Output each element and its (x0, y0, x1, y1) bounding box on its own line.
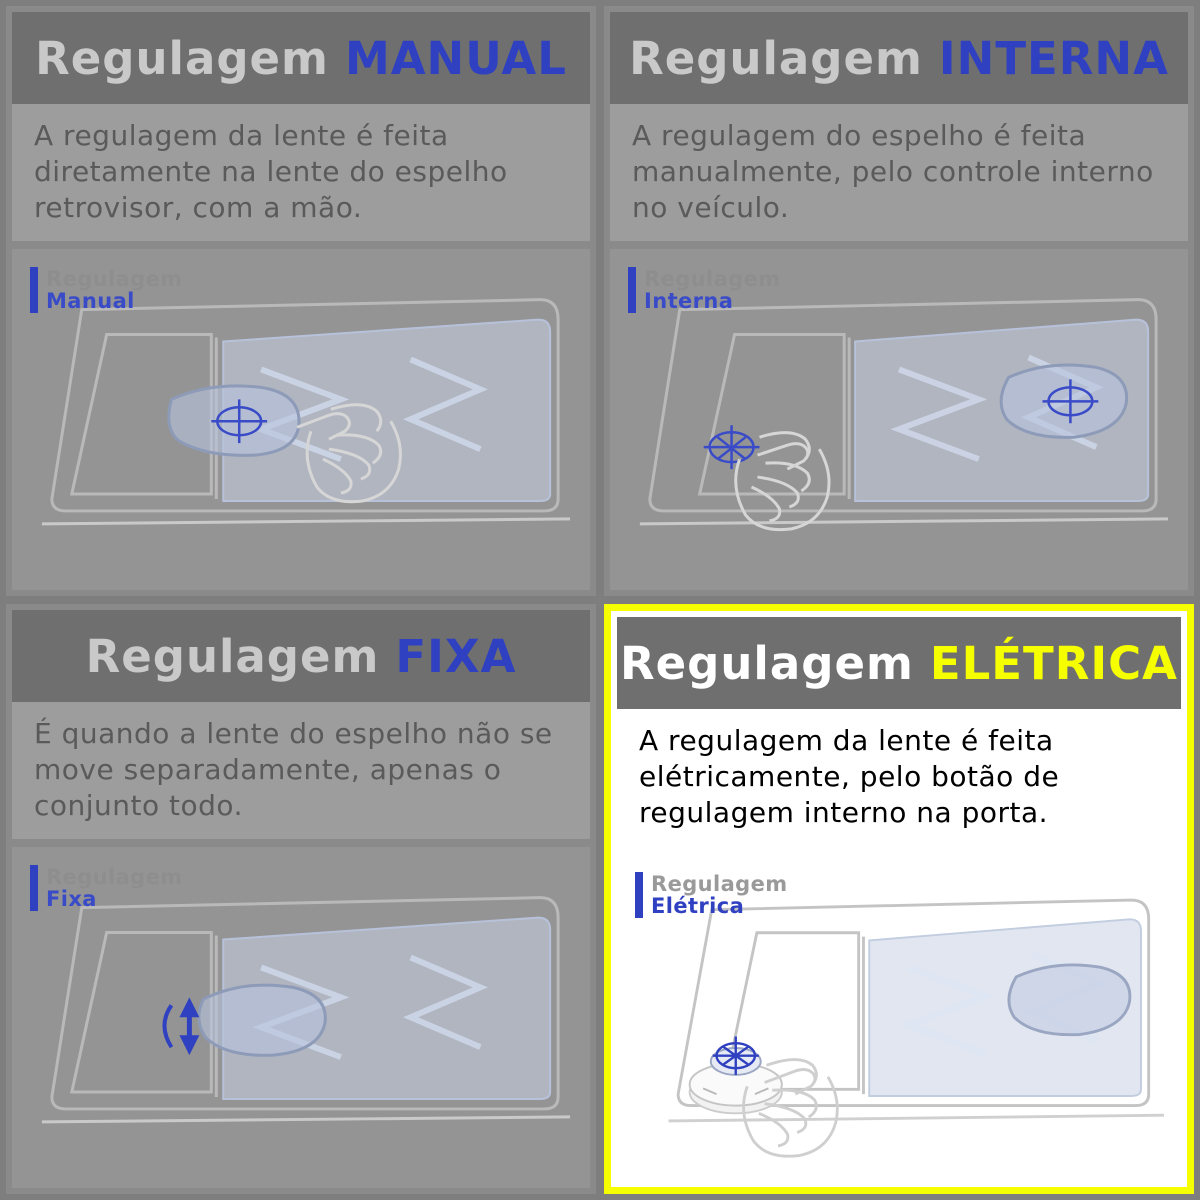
badge-bar-icon (628, 267, 636, 313)
panel-eletrica-illustration (617, 854, 1181, 1181)
badge-bar-icon (30, 267, 38, 313)
panel-manual-illustration (12, 249, 590, 590)
panel-manual-title (12, 12, 590, 104)
badge-eletrica (635, 872, 788, 918)
up-down-arrows-icon (164, 998, 199, 1056)
title-word-type: FIXA (395, 629, 517, 683)
panel-fixa-description: É quando a lente do espelho não se move separadamente, apenas o conjunto todo. (12, 702, 590, 839)
panel-fixa (6, 604, 596, 1194)
badge-bar-icon (30, 865, 38, 911)
panel-eletrica (604, 604, 1194, 1194)
title-word-regulagem: Regulagem (35, 31, 329, 85)
panel-eletrica-title (617, 617, 1181, 709)
panel-fixa-illustration (12, 847, 590, 1188)
title-word-regulagem: Regulagem (620, 636, 914, 690)
panel-eletrica-description: A regulagem da lente é feita elétricamente, pelo botão de regulagem interno na porta. (617, 709, 1181, 846)
badge-line-2: Manual (46, 289, 135, 314)
panel-interna (604, 6, 1194, 596)
badge-line-1: Regulagem (644, 266, 781, 291)
title-word-type: ELÉTRICA (929, 636, 1178, 690)
badge-line-1: Regulagem (651, 871, 788, 896)
panel-interna-description: A regulagem do espelho é feita manualmente, pelo controle interno no veículo. (610, 104, 1188, 241)
badge-line-1: Regulagem (46, 864, 183, 889)
badge-interna (628, 267, 781, 313)
badge-line-2: Fixa (46, 887, 97, 912)
badge-line-2: Interna (644, 289, 734, 314)
badge-line-2: Elétrica (651, 894, 745, 919)
badge-manual (30, 267, 183, 313)
electric-joystick-knob-icon (690, 1037, 782, 1114)
panel-manual (6, 6, 596, 596)
badge-line-1: Regulagem (46, 266, 183, 291)
title-word-type: MANUAL (344, 31, 567, 85)
panel-interna-title (610, 12, 1188, 104)
panel-manual-description: A regulagem da lente é feita diretamente na lente do espelho retrovisor, com a mão. (12, 104, 590, 241)
title-word-regulagem: Regulagem (629, 31, 923, 85)
badge-fixa (30, 865, 183, 911)
panel-fixa-title (12, 610, 590, 702)
title-word-type: INTERNA (938, 31, 1169, 85)
title-word-regulagem: Regulagem (85, 629, 380, 683)
badge-bar-icon (635, 872, 643, 918)
panel-interna-illustration (610, 249, 1188, 590)
